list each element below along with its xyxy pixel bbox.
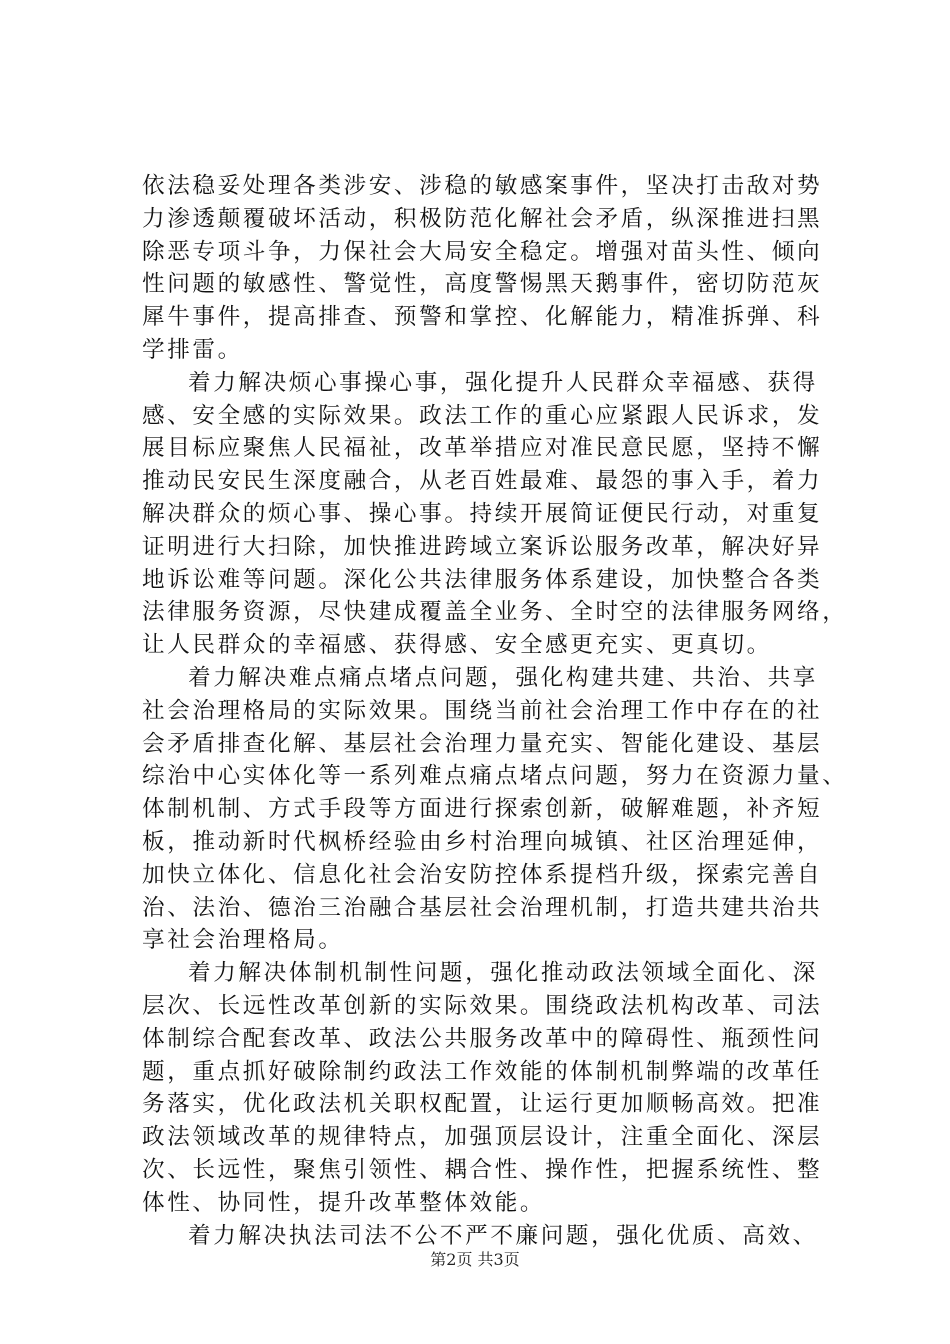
text-line: 地诉讼难等问题。深化公共法律服务体系建设，加快整合各类 bbox=[142, 566, 823, 593]
text-line: 法律服务资源，尽快建成覆盖全业务、全时空的法律服务网络， bbox=[142, 599, 848, 626]
text-line: 层次、长远性改革创新的实际效果。围绕政法机构改革、司法 bbox=[142, 992, 823, 1019]
text-line: 享社会治理格局。 bbox=[142, 927, 344, 954]
text-line: 务落实，优化政法机关职权配置，让运行更加顺畅高效。把准 bbox=[142, 1091, 823, 1118]
text-line: 除恶专项斗争，力保社会大局安全稳定。增强对苗头性、倾向 bbox=[142, 238, 823, 265]
text-line: 力渗透颠覆破坏活动，积极防范化解社会矛盾，纵深推进扫黑 bbox=[142, 205, 823, 232]
text-line: 题，重点抓好破除制约政法工作效能的体制机制弊端的改革任 bbox=[142, 1058, 823, 1085]
text-line: 性问题的敏感性、警觉性，高度警惕黑天鹅事件，密切防范灰 bbox=[142, 271, 823, 298]
text-line: 社会治理格局的实际效果。围绕当前社会治理工作中存在的社 bbox=[142, 697, 823, 724]
paragraph-first-line: 着力解决烦心事操心事，强化提升人民群众幸福感、获得 bbox=[188, 369, 818, 396]
text-line: 让人民群众的幸福感、获得感、安全感更充实、更真切。 bbox=[142, 632, 772, 659]
text-line: 展目标应聚焦人民福祉，改革举措应对准民意民愿，坚持不懈 bbox=[142, 435, 823, 462]
text-line: 体性、协同性，提升改革整体效能。 bbox=[142, 1189, 546, 1216]
text-line: 体制机制、方式手段等方面进行探索创新，破解难题，补齐短 bbox=[142, 796, 823, 823]
paragraph-first-line: 着力解决体制机制性问题，强化推动政法领域全面化、深 bbox=[188, 960, 818, 987]
text-line: 学排雷。 bbox=[142, 336, 243, 363]
page-footer: 第2页 共3页 bbox=[430, 1250, 520, 1269]
text-line: 治、法治、德治三治融合基层社会治理机制，打造共建共治共 bbox=[142, 894, 823, 921]
text-line: 加快立体化、信息化社会治安防控体系提档升级，探索完善自 bbox=[142, 861, 823, 888]
text-line: 政法领域改革的规律特点，加强顶层设计，注重全面化、深层 bbox=[142, 1124, 823, 1151]
text-line: 体制综合配套改革、政法公共服务改革中的障碍性、瓶颈性问 bbox=[142, 1025, 823, 1052]
paragraph-first-line: 着力解决难点痛点堵点问题，强化构建共建、共治、共享 bbox=[188, 664, 818, 691]
text-line: 板，推动新时代枫桥经验由乡村治理向城镇、社区治理延伸， bbox=[142, 828, 823, 855]
text-line: 推动民安民生深度融合，从老百姓最难、最怨的事入手，着力 bbox=[142, 468, 823, 495]
text-line: 依法稳妥处理各类涉安、涉稳的敏感案事件，坚决打击敌对势 bbox=[142, 173, 823, 199]
text-line: 感、安全感的实际效果。政法工作的重心应紧跟人民诉求，发 bbox=[142, 402, 823, 429]
text-line: 证明进行大扫除，加快推进跨域立案诉讼服务改革，解决好异 bbox=[142, 533, 823, 560]
text-line: 会矛盾排查化解、基层社会治理力量充实、智能化建设、基层 bbox=[142, 730, 823, 757]
text-line: 犀牛事件，提高排查、预警和掌控、化解能力，精准拆弹、科 bbox=[142, 304, 823, 331]
text-line: 解决群众的烦心事、操心事。持续开展简证便民行动，对重复 bbox=[142, 500, 823, 527]
text-line: 综治中心实体化等一系列难点痛点堵点问题，努力在资源力量、 bbox=[142, 763, 848, 790]
text-line: 次、长远性，聚焦引领性、耦合性、操作性，把握系统性、整 bbox=[142, 1156, 823, 1183]
document-body bbox=[142, 170, 848, 1252]
paragraph-first-line: 着力解决执法司法不公不严不廉问题，强化优质、高效、 bbox=[188, 1222, 818, 1249]
